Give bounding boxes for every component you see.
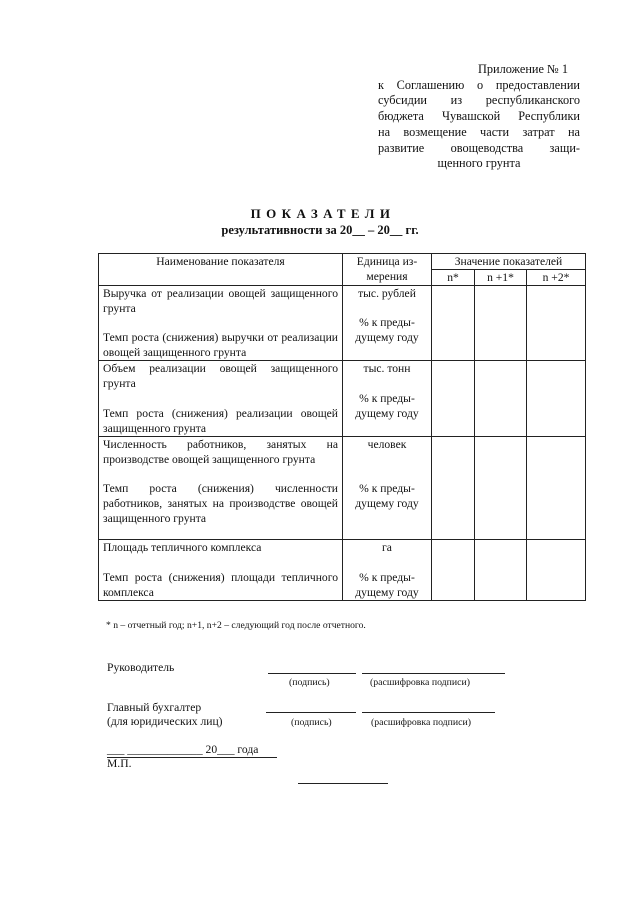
annex-line: к Соглашению о предоставлении	[378, 77, 580, 92]
unit-growth: % к преды-дущему году	[355, 571, 419, 599]
unit-value: человек	[367, 438, 407, 451]
header-values: Значение показателей	[432, 254, 586, 270]
table-footnote: * n – отчетный год; n+1, n+2 – следующий год после отчетного.	[106, 620, 366, 631]
value-cell-n	[432, 437, 475, 540]
table-row	[99, 437, 586, 540]
accountant-label: Главный бухгалтер	[107, 701, 202, 714]
header-col-n: n*	[432, 270, 475, 286]
value-cell-n2	[527, 437, 586, 540]
indicator-name: Численность работников, занятых на производстве овощей защищенного грунта	[103, 438, 338, 466]
unit-value: га	[382, 541, 392, 554]
value-cell-n1	[475, 286, 527, 361]
stamp-label: М.П.	[107, 757, 132, 770]
header-unit: Единица из-мерения	[343, 254, 432, 286]
table-row	[99, 361, 586, 437]
unit-growth: % к преды-дущему году	[355, 482, 419, 510]
head-label: Руководитель	[107, 661, 175, 674]
indicator-name-cell	[99, 437, 343, 540]
indicator-name: Объем реализации овощей защищенного грунта	[103, 362, 338, 390]
value-cell-n	[432, 286, 475, 361]
unit-value: тыс. рублей	[358, 287, 416, 300]
accountant-note: (для юридических лиц)	[107, 715, 223, 728]
accountant-signature-caption: (подпись)	[291, 717, 332, 728]
value-cell-n2	[527, 361, 586, 437]
header-name: Наименование показателя	[99, 254, 343, 286]
annex-block	[378, 62, 580, 172]
document-title: ПОКАЗАТЕЛИ	[250, 206, 396, 221]
unit-cell	[343, 540, 432, 601]
header-col-n2: n +2*	[527, 270, 586, 286]
indicator-name-cell	[99, 286, 343, 361]
annex-line: субсидии из республиканского	[378, 93, 580, 108]
unit-value: тыс. тонн	[363, 362, 411, 375]
annex-line: на возмещение части затрат на	[378, 124, 580, 139]
indicator-name-cell	[99, 540, 343, 601]
date-field[interactable]: ___ _____________ 20___ года	[107, 743, 259, 756]
date-underline	[107, 757, 277, 758]
indicator-growth-name: Темп роста (снижения) площади тепличного комплекса	[103, 571, 338, 599]
value-cell-n	[432, 540, 475, 601]
document-subtitle: результативности за 20__ – 20__ гг.	[221, 223, 419, 237]
annex-line: бюджета Чувашской Республики	[378, 109, 580, 124]
stamp-line	[298, 783, 388, 784]
value-cell-n1	[475, 361, 527, 437]
table-row	[99, 540, 586, 601]
table-header-row	[99, 254, 586, 270]
indicator-name: Выручка от реализации овощей защищенного грунта	[103, 287, 338, 315]
accountant-decoding-caption: (расшифровка подписи)	[371, 717, 472, 728]
header-col-n1: n +1*	[475, 270, 527, 286]
indicators-table	[98, 253, 586, 601]
indicator-name: Площадь тепличного комплекса	[103, 541, 262, 554]
annex-title: Приложение № 1	[477, 62, 568, 76]
head-signature-caption: (подпись)	[289, 677, 330, 688]
unit-growth: % к преды-дущему году	[355, 392, 419, 420]
head-decoding-caption: (расшифровка подписи)	[370, 677, 471, 688]
unit-cell	[343, 437, 432, 540]
table-row	[99, 286, 586, 361]
value-cell-n2	[527, 286, 586, 361]
unit-cell	[343, 361, 432, 437]
accountant-decoding-line[interactable]	[362, 712, 495, 713]
annex-line: щенного грунта	[437, 156, 521, 171]
value-cell-n1	[475, 540, 527, 601]
indicator-growth-name: Темп роста (снижения) реализации овощей защищенного грунта	[103, 407, 338, 435]
unit-growth: % к преды-дущему году	[355, 316, 419, 344]
annex-line: развитие овощеводства защи-	[378, 140, 580, 155]
accountant-signature-line[interactable]	[266, 712, 356, 713]
value-cell-n2	[527, 540, 586, 601]
head-decoding-line[interactable]	[362, 673, 505, 674]
value-cell-n	[432, 361, 475, 437]
unit-cell	[343, 286, 432, 361]
indicator-name-cell	[99, 361, 343, 437]
value-cell-n1	[475, 437, 527, 540]
head-signature-line[interactable]	[268, 673, 356, 674]
indicator-growth-name: Темп роста (снижения) выручки от реализации овощей защищенного грунта	[103, 331, 338, 359]
indicator-growth-name: Темп роста (снижения) численности работников, занятых на производстве овощей защищенного грунта	[103, 482, 338, 525]
